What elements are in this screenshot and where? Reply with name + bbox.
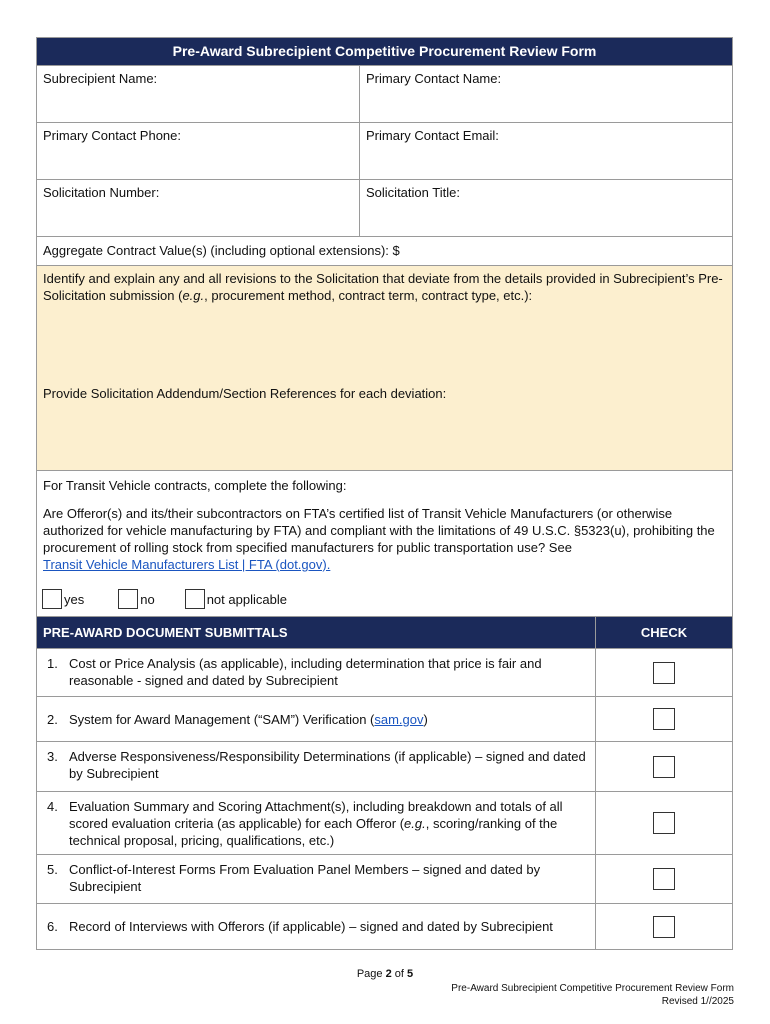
submittal-item-4: 4. Evaluation Summary and Scoring Attachment(s), including breakdown and totals of all scored evaluation criteria (as applicable) for each Offeror (e.g., scoring/ranking of the technical proposal, pricing, qualifications, etc.) <box>37 791 732 854</box>
checkbox-no[interactable] <box>118 589 138 609</box>
transit-question: Are Offeror(s) and its/their subcontractors on FTA’s certified list of Transit Vehicle Manufacturers (or otherwise authorized for vehicle manufacturing by FTA) and compliant with the limitations of 49 U.S.C. §5323(u), prohibiting the procurement of rolling stock from specified manufacturers for public transportation use? See Transit Vehicle Manufacturers List | FTA (dot.gov). <box>43 506 715 572</box>
row-solicitation <box>37 179 732 236</box>
checkbox-item-6[interactable] <box>653 916 675 938</box>
submittal-item-2: 2. System for Award Management (“SAM”) Verification (sam.gov) <box>37 696 732 741</box>
option-not-applicable[interactable]: not applicable <box>185 589 287 609</box>
checkbox-yes[interactable] <box>42 589 62 609</box>
footer-form-name: Pre-Award Subrecipient Competitive Procurement Review Form <box>451 983 734 994</box>
submittal-item-1: 1. Cost or Price Analysis (as applicable), including determination that price is fair and reasonable - signed and dated by Subrecipient <box>37 648 732 696</box>
checkbox-item-4[interactable] <box>653 812 675 834</box>
solicitation-number-field[interactable]: Solicitation Number: <box>37 180 360 236</box>
check-column-header: CHECK <box>640 625 688 640</box>
option-yes[interactable]: yes <box>42 589 84 609</box>
tvm-list-link[interactable]: Transit Vehicle Manufacturers List | FTA (dot.gov). <box>43 557 331 572</box>
row-phone-email <box>37 122 732 179</box>
footer-form-info <box>451 982 734 1008</box>
option-no[interactable]: no <box>118 589 154 609</box>
submittal-item-6: 6. Record of Interviews with Offerors (if applicable) – signed and dated by Subrecipient <box>37 903 732 949</box>
transit-options <box>42 589 317 609</box>
checkbox-item-5[interactable] <box>653 868 675 890</box>
primary-contact-name-field[interactable]: Primary Contact Name: <box>366 71 502 86</box>
checkbox-item-2[interactable] <box>653 708 675 730</box>
submittals-header <box>37 616 732 648</box>
addendum-references-label: Provide Solicitation Addendum/Section References for each deviation: <box>43 386 447 401</box>
checkbox-not-applicable[interactable] <box>185 589 205 609</box>
checkbox-item-3[interactable] <box>653 756 675 778</box>
aggregate-value-field[interactable]: Aggregate Contract Value(s) (including optional extensions): $ <box>37 236 732 265</box>
submittal-item-3: 3. Adverse Responsiveness/Responsibility Determinations (if applicable) – signed and dated by Subrecipient <box>37 741 732 791</box>
submittal-item-5: 5. Conflict-of-Interest Forms From Evaluation Panel Members – signed and dated by Subrecipient <box>37 854 732 903</box>
revisions-section[interactable] <box>37 265 732 470</box>
review-form <box>36 37 733 950</box>
page-number: Page 2 of 5 <box>356 968 414 980</box>
footer-revised: Revised 1//2025 <box>661 996 734 1007</box>
subrecipient-name-field[interactable]: Subrecipient Name: <box>37 66 360 122</box>
transit-intro: For Transit Vehicle contracts, complete the following: <box>43 478 347 493</box>
sam-gov-link[interactable]: sam.gov <box>374 712 424 727</box>
submittals-title: PRE-AWARD DOCUMENT SUBMITTALS <box>37 617 596 648</box>
primary-contact-phone-field[interactable]: Primary Contact Phone: <box>37 123 360 179</box>
primary-contact-email-field[interactable]: Primary Contact Email: <box>366 128 499 143</box>
transit-vehicle-section <box>37 470 732 616</box>
checkbox-item-1[interactable] <box>653 662 675 684</box>
form-title: Pre-Award Subrecipient Competitive Procurement Review Form <box>37 38 732 65</box>
row-name-contact <box>37 65 732 122</box>
revisions-instructions: Identify and explain any and all revisions to the Solicitation that deviate from the details provided in Subrecipient’s Pre-Solicitation submission (e.g., procurement method, contract term, contract type, etc.): <box>43 271 723 303</box>
solicitation-title-field[interactable]: Solicitation Title: <box>366 185 460 200</box>
